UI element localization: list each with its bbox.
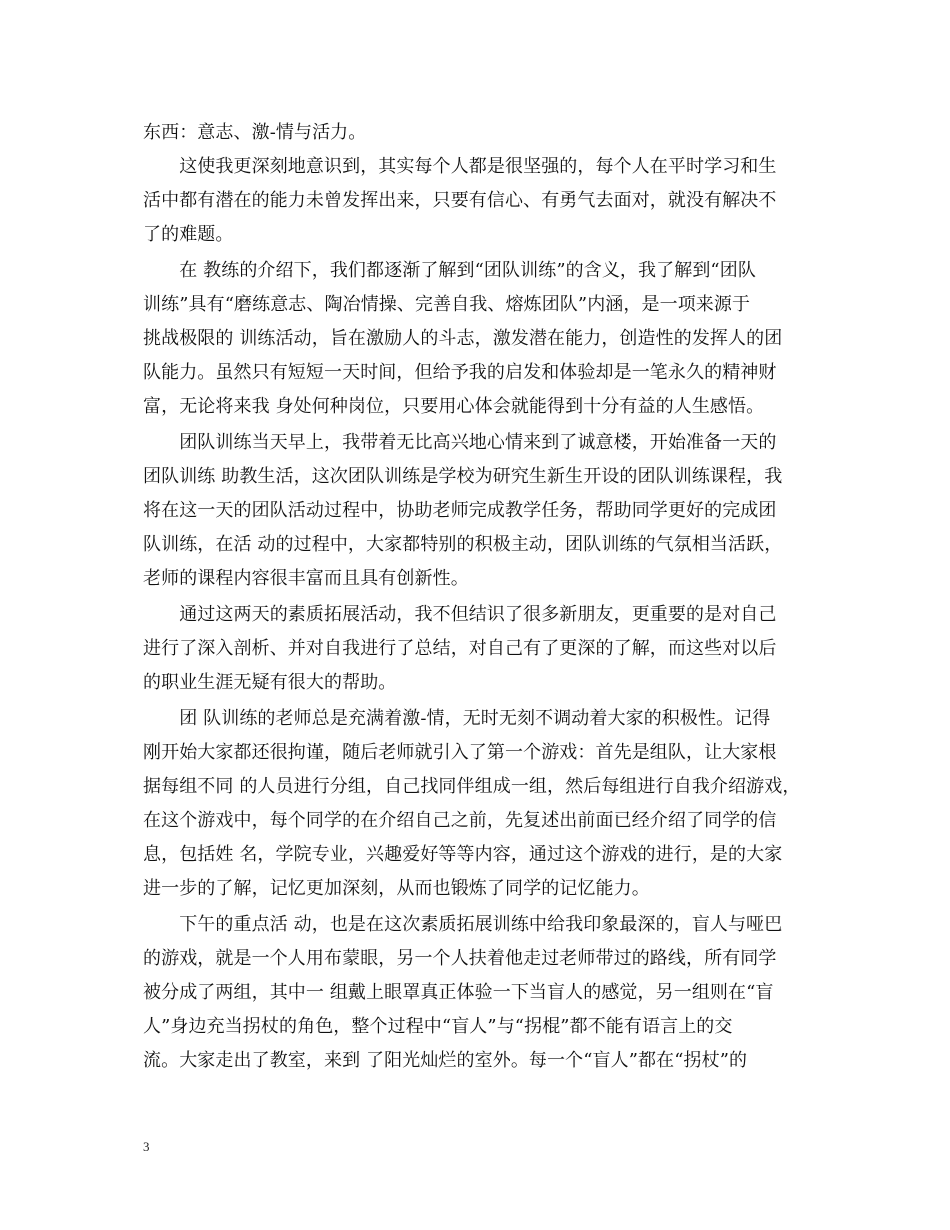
text-line: 将在这一天的团队活动过程中，协助老师完成教学任务，帮助同学更好的完成团 [143, 500, 777, 521]
text-line: 据每组不同 的人员进行分组，自己找同伴组成一组，然后每组进行自我介绍游戏， [143, 776, 801, 797]
text-line: 的职业生涯无疑有很大的帮助。 [143, 672, 397, 693]
text-line: 的游戏，就是一个人用布蒙眼，另一个人扶着他走过老师带过的路线，所有同学 [143, 948, 777, 969]
text-line: 这使我更深刻地意识到，其实每个人都是很坚强的，每个人在平时学习和生 [143, 156, 777, 177]
text-line: 老师的课程内容很丰富而且具有创新性。 [143, 568, 469, 589]
text-line: 挑战极限的 训练活动，旨在激励人的斗志，激发潜在能力，创造性的发挥人的团 [143, 328, 783, 349]
text-line: 被分成了两组，其中一 组戴上眼罩真正体验一下当盲人的感觉，另一组则在“盲 [143, 982, 774, 1003]
text-line: 活中都有潜在的能力未曾发挥出来，只要有信心、有勇气去面对，就没有解决不 [143, 190, 777, 211]
text-line: 下午的重点活 动，也是在这次素质拓展训练中给我印象最深的，盲人与哑巴 [143, 914, 783, 935]
text-line: 流。大家走出了教室，来到 了阳光灿烂的室外。每一个“盲人”都在“拐杖”的 [143, 1050, 748, 1071]
text-line: 队训练，在活 动的过程中，大家都特别的积极主动，团队训练的气氛相当活跃， [143, 534, 783, 555]
text-line: 通过这两天的素质拓展活动，我不但结识了很多新朋友，更重要的是对自己 [143, 604, 777, 625]
text-line: 团 队训练的老师总是充满着激-情，无时无刻不调动着大家的积极性。记得 [143, 708, 771, 729]
text-line: 队能力。虽然只有短短一天时间，但给予我的启发和体验却是一笔永久的精神财 [143, 362, 777, 383]
text-line: 进行了深入剖析、并对自我进行了总结，对自己有了更深的了解，而这些对以后 [143, 638, 777, 659]
text-line: 人”身边充当拐杖的角色，整个过程中“盲人”与“拐棍”都不能有语言上的交 [143, 1016, 733, 1037]
text-line: 团队训练 助教生活，这次团队训练是学校为研究生新生开设的团队训练课程，我 [143, 466, 783, 487]
text-line: 进一步的了解，记忆更加深刻，从而也锻炼了同学的记忆能力。 [143, 878, 650, 899]
text-line: 刚开始大家都还很拘谨，随后老师就引入了第一个游戏：首先是组队，让大家根 [143, 742, 777, 763]
text-line: 在 教练的介绍下，我们都逐渐了解到“团队训练”的含义，我了解到“团队 [143, 260, 756, 281]
text-line: 训练”具有“磨练意志、陶冶情操、完善自我、熔炼团队”内涵，是一项来源于 [143, 294, 751, 315]
text-line: 在这个游戏中，每个同学的在介绍自己之前，先复述出前面已经介绍了同学的信 [143, 810, 777, 831]
page-number: 3 [143, 1139, 150, 1154]
text-line: 了的难题。 [143, 224, 234, 245]
text-line: 息，包括姓 名，学院专业，兴趣爱好等等内容，通过这个游戏的进行，是的大家 [143, 844, 783, 865]
text-line: 东西：意志、激-情与活力。 [143, 122, 367, 143]
text-line: 团队训练当天早上，我带着无比高兴地心情来到了诚意楼，开始准备一天的 [143, 432, 777, 453]
text-line: 富，无论将来我 身处何种岗位，只要用心体会就能得到十分有益的人生感悟。 [143, 396, 765, 417]
